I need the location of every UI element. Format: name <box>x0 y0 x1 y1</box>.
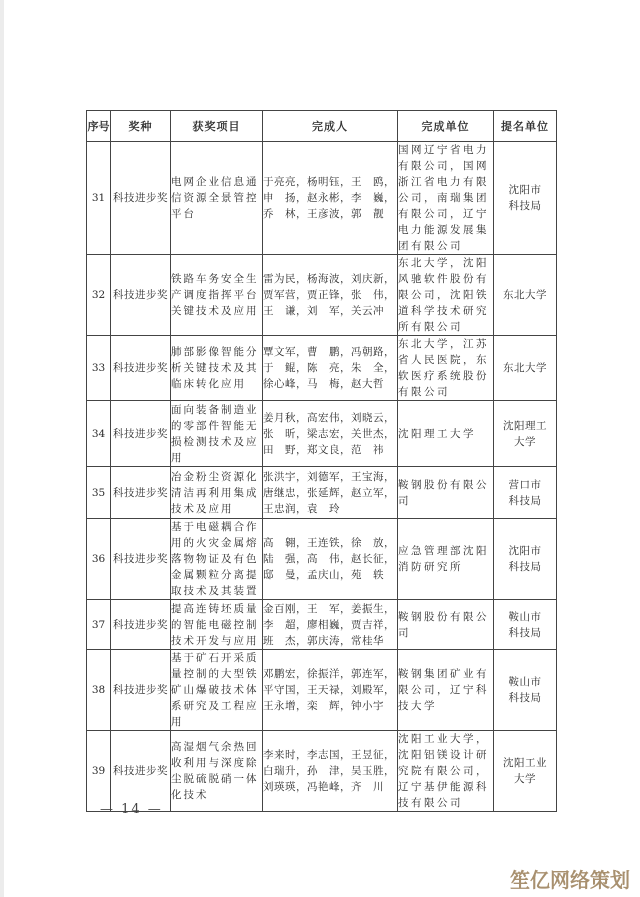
award-type <box>111 401 171 467</box>
nominating-unit <box>494 336 557 401</box>
nominating-unit-line: 科技局 <box>508 561 542 573</box>
project-name-line: 关键技术及应用 <box>171 305 259 317</box>
nominating-unit-line: 沈阳理工 <box>503 419 547 432</box>
completing-units-line: 究院有限公司， <box>398 765 489 777</box>
contributors-line: 李 超，廖相巍，贾吉祥， <box>263 618 395 631</box>
contributors <box>263 600 398 650</box>
contributors-line: 姜月秋，高宏伟，刘晓云， <box>263 411 395 424</box>
table-row <box>87 731 557 812</box>
row-number <box>87 600 111 650</box>
completing-units <box>398 650 494 731</box>
nominating-unit-line: 科技局 <box>508 200 542 212</box>
contributors-line: 高 翱，王连铁，徐 放， <box>263 537 395 549</box>
completing-units-line: 省人民医院，东 <box>398 354 489 366</box>
award-type-text: 科技进步奖 <box>113 192 168 204</box>
row-number <box>87 401 111 467</box>
completing-units-line: 团有限公司 <box>398 240 463 252</box>
project-name-line: 收利用与深度除 <box>171 757 259 769</box>
completing-units-line: 东北大学，沈阳 <box>398 257 489 269</box>
completing-units-line: 鞍钢股份有限公 <box>398 478 489 491</box>
contributors-line: 陆 强，高 伟，赵长征， <box>263 553 395 565</box>
completing-units-line: 鞍钢集团矿业有 <box>398 668 489 680</box>
project-name-line: 系研究及工程应 <box>171 700 259 712</box>
contributors-line: 覃文军，曹 鹏，冯朝路， <box>263 346 395 358</box>
watermark: 笙亿网络策划 <box>510 868 630 892</box>
table-row <box>87 600 557 650</box>
row-number <box>87 467 111 519</box>
table-row <box>87 519 557 600</box>
contributors-line: 王 谦，刘 军，关云冲 <box>263 305 384 317</box>
project-name <box>171 142 263 255</box>
completing-units-line: 所有限公司 <box>398 321 463 333</box>
project-name-line: 落物物证及有色 <box>171 553 259 565</box>
completing-units <box>398 467 494 519</box>
completing-units-line: 有限公司，辽宁 <box>398 208 489 220</box>
nominating-unit-line: 科技局 <box>508 626 542 639</box>
completing-units-line: 司 <box>398 626 411 639</box>
table-row <box>87 467 557 519</box>
project-name-line: 面向装备制造业 <box>171 403 259 416</box>
contributors-line: 李来时，李志国，王昱征， <box>263 749 395 761</box>
award-type <box>111 142 171 255</box>
project-name <box>171 600 263 650</box>
nominating-unit <box>494 731 557 812</box>
project-name-line: 基于矿石开采质 <box>171 652 259 664</box>
project-name-line: 量控制的大型铁 <box>171 668 259 680</box>
nominating-unit <box>494 255 557 336</box>
completing-units-line: 消防研究所 <box>398 561 463 573</box>
project-name <box>171 650 263 731</box>
completing-units-line: 鞍钢股份有限公 <box>398 610 489 623</box>
completing-units <box>398 142 494 255</box>
table-body <box>87 142 557 812</box>
award-type-text: 科技进步奖 <box>113 618 168 631</box>
project-name-line: 高湿烟气余热回 <box>171 741 259 753</box>
award-table <box>86 110 557 812</box>
project-name <box>171 401 263 467</box>
contributors-line: 乔 林，王彦波，郭 靓 <box>263 208 384 220</box>
contributors <box>263 142 398 255</box>
contributors <box>263 401 398 467</box>
row-number-text: 38 <box>91 684 106 696</box>
header-nominator: 提名单位 <box>494 111 557 142</box>
project-name-line: 临床转化应用 <box>171 378 246 390</box>
project-name-line: 技术及应用 <box>171 502 234 515</box>
project-name-line: 用 <box>171 716 184 728</box>
contributors-line: 徐心峰，马 梅，赵大哲 <box>263 378 384 390</box>
contributors-line: 张 昕，梁志宏，关世杰， <box>263 427 395 440</box>
contributors-line: 申 扬，赵永彬，李 巍， <box>263 192 395 204</box>
completing-units-line: 有限公司，国网 <box>398 160 489 172</box>
row-number-text: 39 <box>91 765 106 777</box>
completing-units <box>398 731 494 812</box>
table-row <box>87 650 557 731</box>
project-name-line: 矿山爆破技术体 <box>171 684 259 696</box>
row-number-text: 31 <box>91 192 106 204</box>
table-row <box>87 401 557 467</box>
project-name-line: 损检测技术及应 <box>171 435 259 448</box>
nominating-unit-line: 鞍山市 <box>508 676 542 688</box>
contributors-line: 平守国，王天禄，刘殿军， <box>263 684 395 696</box>
completing-units-line: 限公司，辽宁科 <box>398 684 489 696</box>
nominating-unit-line: 鞍山市 <box>508 610 542 623</box>
completing-units-line: 沈阳铝镁设计研 <box>398 749 489 761</box>
project-name-line: 用的火灾金属熔 <box>171 537 259 549</box>
award-type-text: 科技进步奖 <box>113 684 168 696</box>
page-left-edge <box>0 0 4 897</box>
completing-units-line: 技大学 <box>398 700 437 712</box>
completing-units-line: 道科学技术研究 <box>398 305 489 317</box>
award-type-text: 科技进步奖 <box>113 362 168 374</box>
row-number-text: 33 <box>91 362 106 374</box>
project-name-line: 平台 <box>171 208 196 220</box>
nominating-unit <box>494 467 557 519</box>
nominating-unit-line: 科技局 <box>508 494 542 507</box>
project-name-line: 尘脱硫脱硝一体 <box>171 773 259 785</box>
completing-units-line: 国网辽宁省电力 <box>398 144 489 156</box>
award-type <box>111 600 171 650</box>
nominating-unit-line: 沈阳工业 <box>503 757 547 769</box>
completing-units-line: 软医疗系统股份 <box>398 370 489 382</box>
table-header-row <box>87 111 557 142</box>
project-name-line: 提高连铸坯质量 <box>171 602 259 615</box>
project-name <box>171 255 263 336</box>
contributors-line: 唐继忠，张延辉，赵立军， <box>263 486 395 499</box>
award-type-text: 科技进步奖 <box>113 289 168 301</box>
project-name-line: 铁路车务安全生 <box>171 273 259 285</box>
contributors <box>263 467 398 519</box>
contributors-line: 白瑞升，孙 津，吴玉胜， <box>263 765 395 777</box>
contributors-line: 贾军营，贾正锋，张 伟， <box>263 289 395 301</box>
completing-units-line: 浙江省电力有限 <box>398 176 489 188</box>
contributors-line: 刘瑛瑛，冯艳峰，齐 川 <box>263 781 384 793</box>
contributors-line: 邸 曼，孟庆山，苑 轶 <box>263 569 384 581</box>
row-number <box>87 336 111 401</box>
project-name-line: 的智能电磁控制 <box>171 618 259 631</box>
contributors-line: 雷为民，杨海波，刘庆新， <box>263 273 395 285</box>
award-type <box>111 650 171 731</box>
completing-units-line: 沈阳工业大学， <box>398 733 489 745</box>
contributors <box>263 650 398 731</box>
contributors-line: 田 野，郑文良，范 祎 <box>263 443 384 456</box>
nominating-unit-line: 沈阳市 <box>508 184 542 196</box>
page-number: — 14 — <box>100 802 163 817</box>
project-name-line: 冶金粉尘资源化 <box>171 470 259 483</box>
table-row <box>87 255 557 336</box>
header-project: 获奖项目 <box>171 111 263 142</box>
project-name-line: 的零部件智能无 <box>171 419 259 432</box>
award-type <box>111 336 171 401</box>
nominating-unit-line: 科技局 <box>508 692 542 704</box>
contributors <box>263 255 398 336</box>
completing-units <box>398 519 494 600</box>
completing-units-line: 辽宁基伊能源科 <box>398 781 489 793</box>
project-name-line: 金属颗粒分离提 <box>171 569 259 581</box>
header-units: 完成单位 <box>398 111 494 142</box>
contributors-line: 王永增，栾 辉，钟小宇 <box>263 700 384 712</box>
header-award-type: 奖种 <box>111 111 171 142</box>
completing-units-line: 公司，南瑞集团 <box>398 192 489 204</box>
project-name <box>171 519 263 600</box>
project-name <box>171 731 263 812</box>
contributors-line: 班 杰，郭庆涛，常桂华 <box>263 634 384 647</box>
nominating-unit-line: 大学 <box>514 435 536 448</box>
award-type-text: 科技进步奖 <box>113 553 168 565</box>
contributors-line: 张洪宇，刘德军，王宝海， <box>263 470 395 483</box>
contributors <box>263 731 398 812</box>
award-type-text: 科技进步奖 <box>113 765 168 777</box>
table-row <box>87 336 557 401</box>
project-name-line: 化技术 <box>171 789 209 801</box>
nominating-unit <box>494 519 557 600</box>
completing-units <box>398 600 494 650</box>
nominating-unit-line: 大学 <box>514 773 536 785</box>
table-row <box>87 142 557 255</box>
completing-units-line: 东北大学，江苏 <box>398 338 489 350</box>
award-type <box>111 519 171 600</box>
completing-units-line: 沈阳理工大学 <box>398 427 476 440</box>
nominating-unit <box>494 401 557 467</box>
header-no: 序号 <box>87 111 111 142</box>
award-type <box>111 731 171 812</box>
project-name-line: 用 <box>171 451 184 464</box>
completing-units <box>398 336 494 401</box>
row-number-text: 34 <box>91 427 106 440</box>
contributors <box>263 336 398 401</box>
award-type-text: 科技进步奖 <box>113 486 168 499</box>
project-name-line: 产调度指挥平台 <box>171 289 259 301</box>
contributors-line: 金百刚，王 军，姜振生， <box>263 602 395 615</box>
header-people: 完成人 <box>263 111 398 142</box>
project-name-line: 信资源全景管控 <box>171 192 259 204</box>
row-number <box>87 519 111 600</box>
nominating-unit <box>494 142 557 255</box>
completing-units-line: 司 <box>398 494 411 507</box>
row-number-text: 32 <box>91 289 106 301</box>
row-number <box>87 142 111 255</box>
row-number <box>87 650 111 731</box>
project-name-line: 技术开发与应用 <box>171 634 259 647</box>
contributors <box>263 519 398 600</box>
project-name-line: 肺部影像智能分 <box>171 346 259 358</box>
award-type-text: 科技进步奖 <box>113 427 168 440</box>
project-name-line: 基于电磁耦合作 <box>171 521 259 533</box>
contributors-line: 于 鲲，陈 亮，朱 全， <box>263 362 395 374</box>
project-name <box>171 336 263 401</box>
project-name-line: 电网企业信息通 <box>171 176 259 188</box>
project-name-line: 清洁再利用集成 <box>171 486 259 499</box>
nominating-unit-line: 东北大学 <box>503 289 547 301</box>
row-number-text: 36 <box>91 553 106 565</box>
completing-units <box>398 401 494 467</box>
completing-units-line: 电力能源发展集 <box>398 224 489 236</box>
nominating-unit <box>494 650 557 731</box>
completing-units-line: 有限公司 <box>398 386 450 398</box>
nominating-unit-line: 东北大学 <box>503 362 547 374</box>
award-type <box>111 255 171 336</box>
completing-units-line: 技有限公司 <box>398 797 463 809</box>
row-number-text: 35 <box>91 486 106 499</box>
completing-units-line: 风驰软件股份有 <box>398 273 489 285</box>
completing-units-line: 应急管理部沈阳 <box>398 545 489 557</box>
nominating-unit-line: 沈阳市 <box>508 545 542 557</box>
contributors-line: 王忠润，袁 玲 <box>263 502 340 515</box>
project-name <box>171 467 263 519</box>
project-name-line: 取技术及其装置 <box>171 585 259 597</box>
project-name-line: 析关键技术及其 <box>171 362 259 374</box>
nominating-unit <box>494 600 557 650</box>
row-number <box>87 255 111 336</box>
completing-units-line: 限公司，沈阳铁 <box>398 289 489 301</box>
completing-units <box>398 255 494 336</box>
award-type <box>111 467 171 519</box>
contributors-line: 于亮亮，杨明钰，王 鸥， <box>263 176 395 188</box>
nominating-unit-line: 营口市 <box>508 478 542 491</box>
row-number-text: 37 <box>91 618 106 631</box>
contributors-line: 邓鹏宏，徐振洋，郭连军， <box>263 668 395 680</box>
row-number <box>87 731 111 812</box>
